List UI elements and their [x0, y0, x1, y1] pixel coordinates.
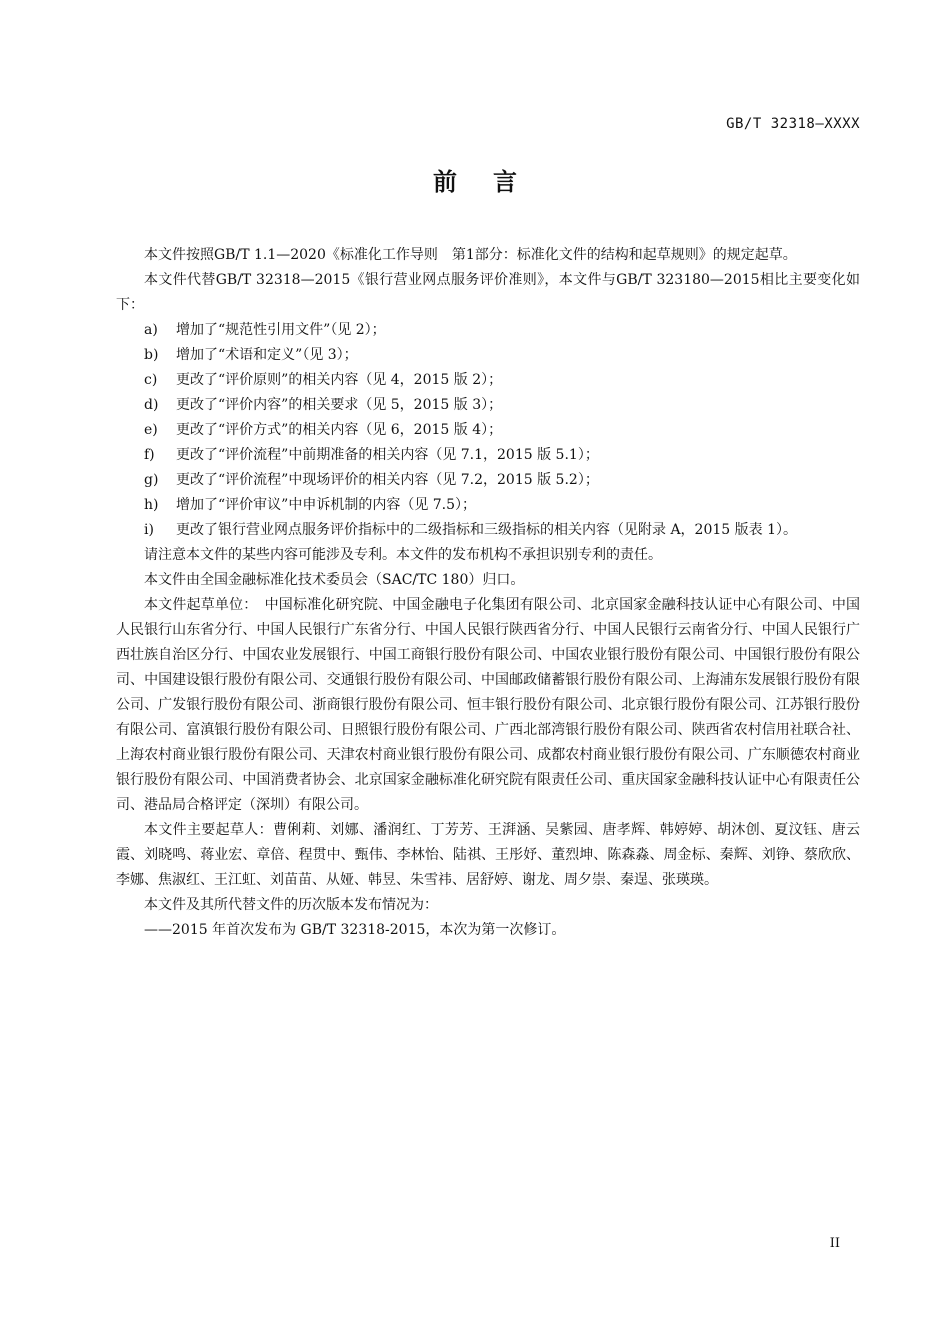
list-item — [116, 343, 860, 368]
list-marker: a) — [144, 322, 158, 338]
list-item — [116, 393, 860, 418]
list-item-text: 更改了“评价流程”中现场评价的相关内容（见 7.2，2015 版 5.2）； — [176, 472, 599, 488]
replacement-paragraph: 本文件代替GB/T 32318—2015《银行营业网点服务评价准则》，本文件与GB/T 323180—2015相比主要变化如下： — [116, 272, 860, 313]
history-intro: 本文件及其所代替文件的历次版本发布情况为： — [144, 897, 438, 913]
list-item-text: 更改了银行营业网点服务评价指标中的二级指标和三级指标的相关内容（见附录 A，2015 版表 1）。 — [176, 522, 797, 538]
list-item — [116, 418, 860, 443]
list-item — [116, 368, 860, 393]
drafting-basis-paragraph: 本文件按照GB/T 1.1—2020《标准化工作导则 第1部分：标准化文件的结构和起草规则》的规定起草。 — [144, 247, 797, 263]
list-marker: i) — [144, 522, 154, 538]
drafting-units-paragraph: 本文件起草单位： 中国标准化研究院、中国金融电子化集团有限公司、北京国家金融科技认证中心有限公司、中国人民银行山东省分行、中国人民银行广东省分行、中国人民银行陕西省分行、中国人民银行云南省分行、中国人民银行广西壮族自治区分行、中国农业发展银行、中国工商银行股份有限公司、中国农业银行股份有限公司、中国银行股份有限公司、中国建设银行股份有限公司、交通银行股份有限公司、中国邮政储蓄银行股份有限公司、上海浦东发展银行股份有限公司、广发银行股份有限公司、浙商银行股份有限公司、恒丰银行股份有限公司、北京银行股份有限公司、江苏银行股份有限公司、富滇银行股份有限公司、日照银行股份有限公司、广西北部湾银行股份有限公司、陕西省农村信用社联合社、上海农村商业银行股份有限公司、天津农村商业银行股份有限公司、成都农村商业银行股份有限公司、广东顺德农村商业银行股份有限公司、中国消费者协会、北京国家金融标准化研究院有限责任公司、重庆国家金融科技认证中心有限责任公司、港品局合格评定（深圳）有限公司。 — [116, 597, 860, 813]
list-item — [116, 443, 860, 468]
history-item: ——2015 年首次发布为 GB/T 32318-2015，本次为第一次修订。 — [144, 922, 566, 938]
standard-code: GB/T 32318—XXXX — [726, 116, 860, 132]
list-marker: e) — [144, 422, 158, 438]
list-item — [116, 518, 860, 543]
patent-notice: 请注意本文件的某些内容可能涉及专利。本文件的发布机构不承担识别专利的责任。 — [144, 547, 662, 563]
list-item-text: 更改了“评价原则”的相关内容（见 4，2015 版 2）； — [176, 372, 503, 388]
list-marker: f) — [144, 447, 155, 463]
changes-list — [116, 318, 860, 543]
page-title: 前言 — [433, 168, 553, 196]
list-item-text: 更改了“评价内容”的相关要求（见 5，2015 版 3）； — [176, 397, 503, 413]
page-number: II — [829, 1236, 840, 1251]
list-item-text: 更改了“评价流程”中前期准备的相关内容（见 7.1，2015 版 5.1）； — [176, 447, 599, 463]
list-marker: h) — [144, 497, 159, 513]
list-item-text: 增加了“评价审议”中申诉机制的内容（见 7.5）； — [176, 497, 477, 513]
list-item — [116, 468, 860, 493]
list-marker: d) — [144, 397, 159, 413]
list-item-text: 增加了“术语和定义”（见 3）； — [176, 347, 358, 363]
committee-paragraph: 本文件由全国金融标准化技术委员会（SAC/TC 180）归口。 — [144, 572, 525, 588]
list-marker: b) — [144, 347, 159, 363]
list-marker: g) — [144, 472, 159, 488]
drafters-paragraph: 本文件主要起草人：曹俐莉、刘娜、潘润红、丁芳芳、王湃涵、吴紫园、唐孝辉、韩婷婷、胡沐创、夏汶钰、唐云霞、刘晓鸣、蒋业宏、章倍、程贯中、甄伟、李林怡、陆祺、王彤妤、董烈坤、陈森淼、周金标、秦辉、刘铮、蔡欣欣、李娜、焦淑红、王江虹、刘苗苗、从娅、韩昱、朱雪祎、居舒婷、谢龙、周夕崇、秦逞、张瑛瑛。 — [116, 822, 860, 888]
list-item-text: 更改了“评价方式”的相关内容（见 6，2015 版 4）； — [176, 422, 503, 438]
list-item-text: 增加了“规范性引用文件”（见 2）； — [176, 322, 386, 338]
list-item — [116, 318, 860, 343]
list-marker: c) — [144, 372, 158, 388]
foreword-body — [116, 243, 860, 943]
list-item — [116, 493, 860, 518]
